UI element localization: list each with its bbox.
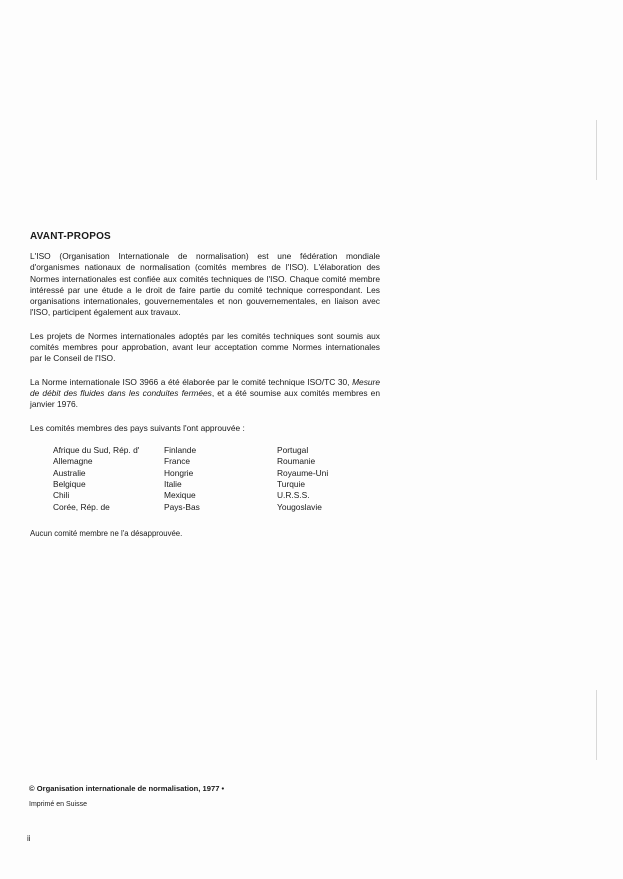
country-name: Royaume-Uni [277, 467, 329, 478]
paragraph-standard-origin [30, 377, 380, 411]
standard-origin-text: La Norme internationale ISO 3966 a été élaborée par le comité technique ISO/TC 30, [30, 376, 350, 387]
country-name: Italie [164, 479, 182, 490]
country-name: Australie [53, 467, 86, 478]
country-name: Turquie [277, 479, 306, 490]
country-name: Corée, Rép. de [53, 501, 110, 512]
scan-artifact-line [596, 690, 597, 760]
foreword-heading: AVANT-PROPOS [30, 231, 111, 242]
country-name: Allemagne [53, 456, 93, 467]
country-name: Chili [53, 490, 70, 501]
committee-title: Mesure de débit des fluides dans les conduites fermées [30, 376, 381, 398]
country-name: Pays-Bas [164, 501, 200, 512]
standard-origin-text-end: , et a été soumise aux comités membres en janvier 1976. [30, 387, 380, 410]
disapproval-note: Aucun comité membre ne l'a désapprouvée. [30, 528, 183, 538]
paragraph-draft-standards: Les projets de Normes internationales adoptés par les comités techniques sont soumis aux comités membres pour approbation, avant leur acceptation comme Normes internationales par le Conseil de l'ISO. [30, 330, 380, 364]
country-name: Roumanie [277, 456, 316, 467]
paragraph-iso-intro: L'ISO (Organisation Internationale de normalisation) est une fédération mondiale d'organismes nationaux de normalisation (comités membres de l'ISO). L'élaboration des Normes internationales est confiée aux comités techniques de l'ISO. Chaque comité membre intéressé par une étude a le droit de faire partie du comité technique correspondant. Les organisations internationales, gouvernementales et non gouvernementales, en liaison avec l'ISO, participent également aux travaux. [30, 251, 380, 318]
foreword-section [30, 231, 380, 539]
country-name: Belgique [53, 479, 86, 490]
paragraph-approvals: Les comités membres des pays suivants l'ont approuvée : [30, 422, 245, 433]
country-name: France [164, 456, 191, 467]
country-name: Finlande [164, 444, 197, 455]
approving-countries-list [53, 445, 383, 517]
copyright-notice: © Organisation internationale de normalisation, 1977 • [29, 784, 225, 793]
country-name: Mexique [164, 490, 196, 501]
countries-column-2 [164, 445, 200, 513]
print-location: Imprimé en Suisse [29, 801, 87, 808]
scan-artifact-line [596, 120, 597, 180]
country-name: U.R.S.S. [277, 490, 310, 501]
country-name: Yougoslavie [277, 501, 322, 512]
countries-column-3 [277, 445, 328, 513]
country-name: Portugal [277, 444, 309, 455]
page-number: ii [27, 834, 31, 843]
country-name: Hongrie [164, 467, 194, 478]
country-name: Afrique du Sud, Rép. d' [53, 444, 140, 455]
countries-column-1 [53, 445, 139, 513]
